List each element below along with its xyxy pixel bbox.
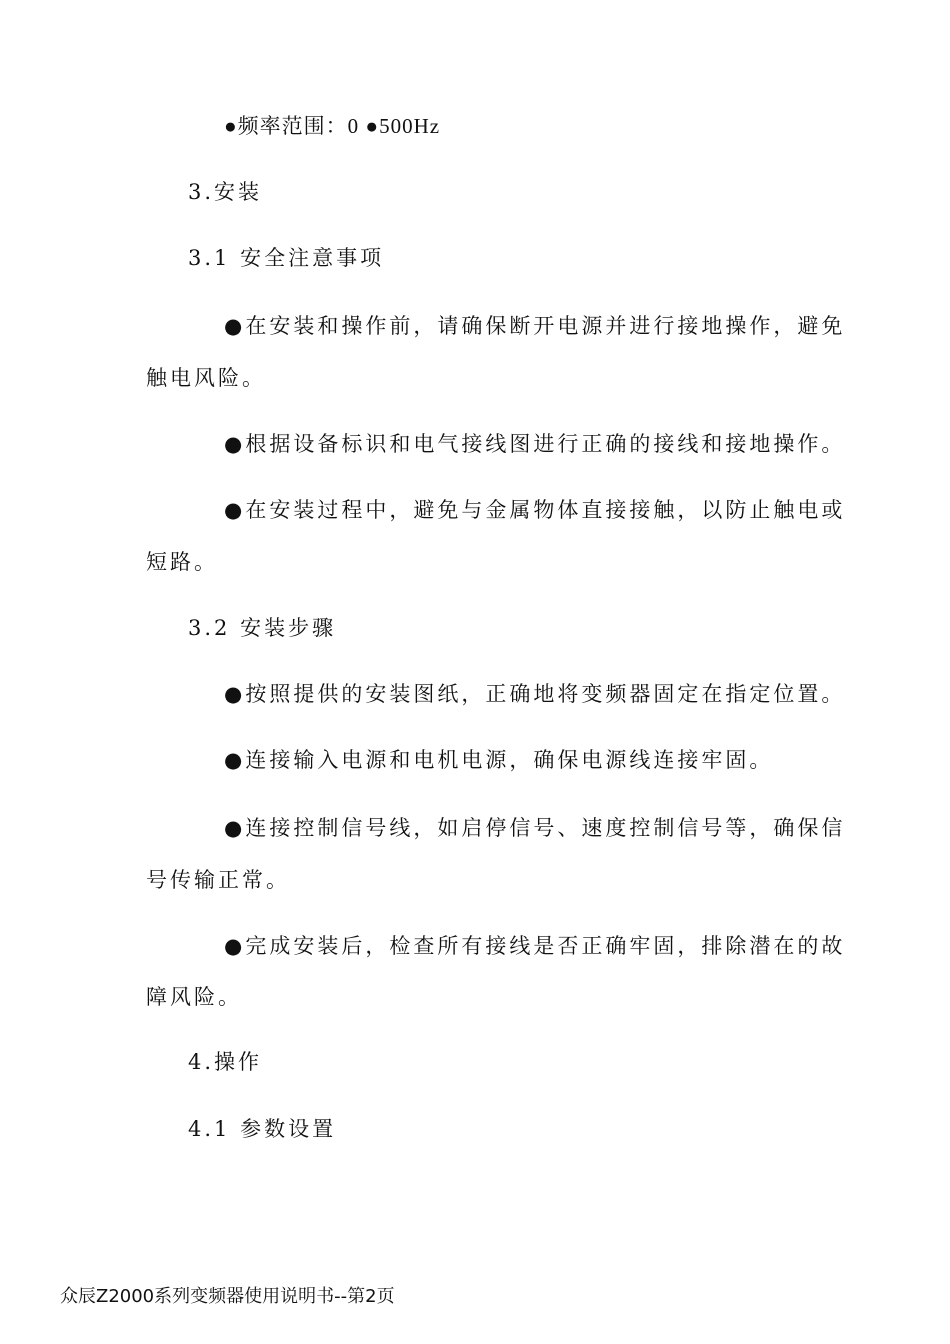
bullet-safety-metal-contact-cont: 短路。 (146, 550, 218, 574)
bullet-safety-power-off-cont: 触电风险。 (146, 366, 266, 390)
spec-frequency-range: ●频率范围：0 ●500Hz (224, 114, 441, 138)
bullet-step-check-wiring: ●完成安装后，检查所有接线是否正确牢固，排除潜在的故 (224, 934, 846, 958)
section-heading-operation: 4.操作 (188, 1050, 263, 1074)
bullet-step-control-signal-cont: 号传输正常。 (146, 868, 290, 892)
subsection-heading-safety: 3.1 安全注意事项 (188, 246, 385, 270)
bullet-safety-power-off: ●在安装和操作前，请确保断开电源并进行接地操作，避免 (224, 314, 846, 338)
page-footer: 众辰Z2000系列变频器使用说明书--第2页 (60, 1286, 395, 1307)
section-heading-installation: 3.安装 (188, 180, 263, 204)
subsection-heading-install-steps: 3.2 安装步骤 (188, 616, 337, 640)
bullet-safety-metal-contact: ●在安装过程中，避免与金属物体直接接触，以防止触电或 (224, 498, 846, 522)
subsection-heading-parameter-settings: 4.1 参数设置 (188, 1117, 337, 1141)
bullet-step-mount: ●按照提供的安装图纸，正确地将变频器固定在指定位置。 (224, 682, 846, 706)
bullet-step-control-signal: ●连接控制信号线，如启停信号、速度控制信号等，确保信 (224, 816, 846, 840)
bullet-step-power-connect: ●连接输入电源和电机电源，确保电源线连接牢固。 (224, 748, 774, 772)
bullet-safety-wiring: ●根据设备标识和电气接线图进行正确的接线和接地操作。 (224, 432, 846, 456)
bullet-step-check-wiring-cont: 障风险。 (146, 985, 242, 1009)
